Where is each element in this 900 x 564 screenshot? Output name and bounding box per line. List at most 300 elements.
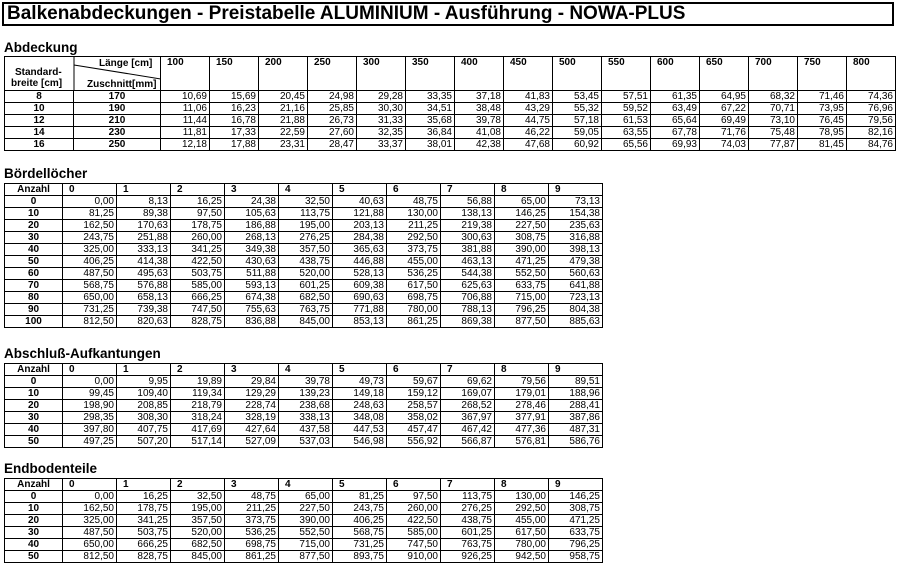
price-cell: 119,34 [171, 388, 225, 400]
anzahl-header: Anzahl [5, 184, 63, 196]
table-row [5, 139, 896, 151]
price-cell: 367,97 [441, 412, 495, 424]
price-cell: 358,02 [387, 412, 441, 424]
price-cell: 698,75 [387, 292, 441, 304]
column-header: 650 [700, 57, 749, 91]
column-header: 9 [549, 184, 603, 196]
price-cell: 556,92 [387, 436, 441, 448]
price-cell: 845,00 [279, 316, 333, 328]
price-cell: 276,25 [441, 503, 495, 515]
section-heading-abdeckung: Abdeckung [4, 40, 78, 55]
price-cell: 763,75 [279, 304, 333, 316]
price-cell: 497,25 [63, 436, 117, 448]
price-cell: 81,45 [798, 139, 847, 151]
price-cell: 77,87 [749, 139, 798, 151]
price-cell: 29,28 [357, 91, 406, 103]
price-cell: 21,16 [259, 103, 308, 115]
price-cell: 186,88 [225, 220, 279, 232]
table-row [5, 388, 603, 400]
table-row [5, 268, 603, 280]
price-cell: 447,53 [333, 424, 387, 436]
column-header: 8 [495, 479, 549, 491]
price-cell: 861,25 [387, 316, 441, 328]
price-cell: 328,19 [225, 412, 279, 424]
row-label-zuschnitt: 250 [74, 139, 161, 151]
table-row [5, 491, 603, 503]
row-label-zuschnitt: 170 [74, 91, 161, 103]
row-label: 40 [5, 424, 63, 436]
price-cell: 258,57 [387, 400, 441, 412]
price-cell: 36,84 [406, 127, 455, 139]
price-cell: 365,63 [333, 244, 387, 256]
price-cell: 885,63 [549, 316, 603, 328]
price-cell: 238,68 [279, 400, 333, 412]
price-cell: 625,63 [441, 280, 495, 292]
column-header: 200 [259, 57, 308, 91]
price-cell: 169,07 [441, 388, 495, 400]
price-cell: 15,69 [210, 91, 259, 103]
price-cell: 796,25 [549, 539, 603, 551]
price-cell: 780,00 [387, 304, 441, 316]
column-header: 750 [798, 57, 847, 91]
price-cell: 552,50 [495, 268, 549, 280]
table-row [5, 127, 896, 139]
price-cell: 812,50 [63, 316, 117, 328]
price-cell: 11,06 [161, 103, 210, 115]
price-cell: 487,31 [549, 424, 603, 436]
price-cell: 26,73 [308, 115, 357, 127]
price-cell: 63,49 [651, 103, 700, 115]
zuschnitt-label: Zuschnitt[mm] [87, 79, 157, 90]
price-cell: 25,85 [308, 103, 357, 115]
table-row [5, 280, 603, 292]
price-cell: 195,00 [279, 220, 333, 232]
column-header: 500 [553, 57, 602, 91]
column-header: 700 [749, 57, 798, 91]
price-cell: 568,75 [333, 527, 387, 539]
price-cell: 38,01 [406, 139, 455, 151]
column-header: 6 [387, 479, 441, 491]
price-cell: 430,63 [225, 256, 279, 268]
boerdelloecher-price-table [4, 183, 603, 328]
price-cell: 788,13 [441, 304, 495, 316]
row-label: 10 [5, 388, 63, 400]
column-header: 1 [117, 364, 171, 376]
row-label: 30 [5, 412, 63, 424]
price-cell: 341,25 [171, 244, 225, 256]
price-cell: 398,13 [549, 244, 603, 256]
price-cell: 609,38 [333, 280, 387, 292]
price-cell: 527,09 [225, 436, 279, 448]
price-cell: 53,45 [553, 91, 602, 103]
price-cell: 129,29 [225, 388, 279, 400]
price-cell: 47,68 [504, 139, 553, 151]
price-cell: 170,63 [117, 220, 171, 232]
price-cell: 59,52 [602, 103, 651, 115]
table-row [5, 91, 896, 103]
column-header: 3 [225, 364, 279, 376]
price-cell: 771,88 [333, 304, 387, 316]
row-label: 0 [5, 491, 63, 503]
price-cell: 511,88 [225, 268, 279, 280]
price-cell: 130,00 [495, 491, 549, 503]
price-cell: 471,25 [495, 256, 549, 268]
price-cell: 560,63 [549, 268, 603, 280]
price-cell: 227,50 [495, 220, 549, 232]
price-cell: 113,75 [441, 491, 495, 503]
price-cell: 55,32 [553, 103, 602, 115]
table-row [5, 551, 603, 563]
row-label: 0 [5, 196, 63, 208]
price-cell: 373,75 [387, 244, 441, 256]
price-cell: 12,18 [161, 139, 210, 151]
price-cell: 39,78 [455, 115, 504, 127]
price-cell: 11,44 [161, 115, 210, 127]
row-label: 40 [5, 244, 63, 256]
table-row [5, 196, 603, 208]
price-cell: 138,13 [441, 208, 495, 220]
price-cell: 308,75 [495, 232, 549, 244]
price-cell: 666,25 [171, 292, 225, 304]
price-cell: 0,00 [63, 196, 117, 208]
table-row [5, 316, 603, 328]
price-cell: 68,32 [749, 91, 798, 103]
price-cell: 397,80 [63, 424, 117, 436]
column-header: 7 [441, 184, 495, 196]
price-cell: 325,00 [63, 244, 117, 256]
price-cell: 71,46 [798, 91, 847, 103]
column-header: 800 [847, 57, 896, 91]
price-cell: 65,56 [602, 139, 651, 151]
row-label: 20 [5, 400, 63, 412]
price-cell: 57,18 [553, 115, 602, 127]
row-label: 40 [5, 539, 63, 551]
table-header-row [5, 184, 603, 196]
table-row [5, 400, 603, 412]
price-cell: 65,64 [651, 115, 700, 127]
price-cell: 357,50 [279, 244, 333, 256]
price-cell: 910,00 [387, 551, 441, 563]
price-cell: 348,08 [333, 412, 387, 424]
price-cell: 139,23 [279, 388, 333, 400]
column-header: 550 [602, 57, 651, 91]
price-cell: 74,03 [700, 139, 749, 151]
price-cell: 308,30 [117, 412, 171, 424]
price-cell: 16,25 [171, 196, 225, 208]
price-cell: 942,50 [495, 551, 549, 563]
price-cell: 546,98 [333, 436, 387, 448]
price-cell: 260,00 [387, 503, 441, 515]
price-cell: 60,92 [553, 139, 602, 151]
price-cell: 690,63 [333, 292, 387, 304]
price-cell: 288,41 [549, 400, 603, 412]
price-cell: 427,64 [225, 424, 279, 436]
price-cell: 390,00 [279, 515, 333, 527]
price-cell: 211,25 [225, 503, 279, 515]
price-cell: 73,10 [749, 115, 798, 127]
price-cell: 218,79 [171, 400, 225, 412]
price-cell: 406,25 [333, 515, 387, 527]
table-header-row [5, 479, 603, 491]
row-label-zuschnitt: 230 [74, 127, 161, 139]
section-heading-endbodenteile: Endbodenteile [4, 461, 98, 476]
price-cell: 61,53 [602, 115, 651, 127]
price-cell: 422,50 [387, 515, 441, 527]
column-header: 1 [117, 479, 171, 491]
price-cell: 109,40 [117, 388, 171, 400]
price-cell: 438,75 [279, 256, 333, 268]
price-cell: 27,60 [308, 127, 357, 139]
column-header: 150 [210, 57, 259, 91]
column-header: 0 [63, 364, 117, 376]
price-cell: 39,78 [279, 376, 333, 388]
price-cell: 373,75 [225, 515, 279, 527]
standard-label-line1: Standard- [15, 67, 62, 78]
price-cell: 455,00 [495, 515, 549, 527]
price-cell: 869,38 [441, 316, 495, 328]
price-cell: 20,45 [259, 91, 308, 103]
price-cell: 471,25 [549, 515, 603, 527]
row-label: 60 [5, 268, 63, 280]
price-cell: 536,25 [225, 527, 279, 539]
price-cell: 243,75 [333, 503, 387, 515]
row-label: 100 [5, 316, 63, 328]
price-cell: 520,00 [171, 527, 225, 539]
price-cell: 487,50 [63, 268, 117, 280]
price-cell: 0,00 [63, 376, 117, 388]
price-cell: 43,29 [504, 103, 553, 115]
price-cell: 341,25 [117, 515, 171, 527]
price-cell: 8,13 [117, 196, 171, 208]
price-cell: 49,73 [333, 376, 387, 388]
table-row [5, 539, 603, 551]
price-cell: 21,88 [259, 115, 308, 127]
price-cell: 633,75 [549, 527, 603, 539]
price-cell: 198,90 [63, 400, 117, 412]
price-cell: 682,50 [279, 292, 333, 304]
price-cell: 24,98 [308, 91, 357, 103]
price-cell: 105,63 [225, 208, 279, 220]
price-cell: 219,38 [441, 220, 495, 232]
price-cell: 349,38 [225, 244, 279, 256]
price-cell: 89,38 [117, 208, 171, 220]
price-cell: 853,13 [333, 316, 387, 328]
table-row [5, 208, 603, 220]
price-cell: 33,37 [357, 139, 406, 151]
table-row [5, 412, 603, 424]
price-cell: 59,05 [553, 127, 602, 139]
price-cell: 0,00 [63, 491, 117, 503]
price-cell: 333,13 [117, 244, 171, 256]
table-row [5, 103, 896, 115]
price-cell: 926,25 [441, 551, 495, 563]
price-cell: 731,25 [63, 304, 117, 316]
column-header: 0 [63, 479, 117, 491]
price-cell: 71,76 [700, 127, 749, 139]
price-cell: 755,63 [225, 304, 279, 316]
price-cell: 650,00 [63, 292, 117, 304]
price-cell: 586,76 [549, 436, 603, 448]
price-cell: 438,75 [441, 515, 495, 527]
price-cell: 666,25 [117, 539, 171, 551]
price-cell: 56,88 [441, 196, 495, 208]
table-row [5, 256, 603, 268]
price-cell: 820,63 [117, 316, 171, 328]
row-label: 30 [5, 527, 63, 539]
column-header: 4 [279, 364, 333, 376]
price-cell: 828,75 [117, 551, 171, 563]
price-cell: 99,45 [63, 388, 117, 400]
price-cell: 208,85 [117, 400, 171, 412]
price-cell: 235,63 [549, 220, 603, 232]
row-label: 20 [5, 220, 63, 232]
price-cell: 463,13 [441, 256, 495, 268]
row-label: 50 [5, 551, 63, 563]
price-cell: 338,13 [279, 412, 333, 424]
price-cell: 650,00 [63, 539, 117, 551]
price-cell: 318,24 [171, 412, 225, 424]
price-cell: 69,62 [441, 376, 495, 388]
price-cell: 19,89 [171, 376, 225, 388]
corner-header [5, 57, 161, 91]
price-cell: 422,50 [171, 256, 225, 268]
price-cell: 520,00 [279, 268, 333, 280]
row-label: 80 [5, 292, 63, 304]
price-cell: 536,25 [387, 268, 441, 280]
price-cell: 37,18 [455, 91, 504, 103]
price-cell: 63,55 [602, 127, 651, 139]
price-cell: 877,50 [495, 316, 549, 328]
price-cell: 30,30 [357, 103, 406, 115]
row-label: 10 [5, 208, 63, 220]
column-header: 5 [333, 364, 387, 376]
column-header: 7 [441, 364, 495, 376]
price-cell: 44,75 [504, 115, 553, 127]
price-cell: 159,12 [387, 388, 441, 400]
price-cell: 576,88 [117, 280, 171, 292]
price-cell: 79,56 [847, 115, 896, 127]
price-cell: 828,75 [171, 316, 225, 328]
price-cell: 417,69 [171, 424, 225, 436]
row-label-breite: 10 [5, 103, 74, 115]
price-cell: 9,95 [117, 376, 171, 388]
price-cell: 35,68 [406, 115, 455, 127]
row-label-zuschnitt: 210 [74, 115, 161, 127]
price-cell: 861,25 [225, 551, 279, 563]
price-cell: 79,56 [495, 376, 549, 388]
price-cell: 576,81 [495, 436, 549, 448]
column-header: 600 [651, 57, 700, 91]
price-cell: 316,88 [549, 232, 603, 244]
price-cell: 17,33 [210, 127, 259, 139]
price-cell: 503,75 [171, 268, 225, 280]
column-header: 5 [333, 479, 387, 491]
column-header: 7 [441, 479, 495, 491]
price-cell: 48,75 [387, 196, 441, 208]
price-cell: 552,50 [279, 527, 333, 539]
price-cell: 32,35 [357, 127, 406, 139]
price-cell: 32,50 [279, 196, 333, 208]
price-cell: 81,25 [63, 208, 117, 220]
column-header: 6 [387, 184, 441, 196]
section-heading-boerdelloecher: Bördellöcher [4, 166, 88, 181]
page-title: Balkenabdeckungen - Preistabelle ALUMINIUM - Ausführung - NOWA-PLUS [2, 2, 894, 26]
price-cell: 162,50 [63, 503, 117, 515]
column-header: 300 [357, 57, 406, 91]
price-cell: 300,63 [441, 232, 495, 244]
price-cell: 617,50 [387, 280, 441, 292]
price-cell: 42,38 [455, 139, 504, 151]
column-header: 9 [549, 364, 603, 376]
column-header: 250 [308, 57, 357, 91]
row-label: 70 [5, 280, 63, 292]
price-cell: 69,49 [700, 115, 749, 127]
row-label: 50 [5, 256, 63, 268]
price-cell: 78,95 [798, 127, 847, 139]
table-header-row [5, 364, 603, 376]
price-cell: 243,75 [63, 232, 117, 244]
row-label-zuschnitt: 190 [74, 103, 161, 115]
price-cell: 28,47 [308, 139, 357, 151]
price-cell: 46,22 [504, 127, 553, 139]
price-cell: 40,63 [333, 196, 387, 208]
price-cell: 16,25 [117, 491, 171, 503]
price-cell: 278,46 [495, 400, 549, 412]
column-header: 400 [455, 57, 504, 91]
anzahl-header: Anzahl [5, 479, 63, 491]
price-cell: 59,67 [387, 376, 441, 388]
price-cell: 495,63 [117, 268, 171, 280]
price-cell: 585,00 [171, 280, 225, 292]
column-header: 6 [387, 364, 441, 376]
price-cell: 41,83 [504, 91, 553, 103]
price-cell: 38,48 [455, 103, 504, 115]
price-cell: 276,25 [279, 232, 333, 244]
price-cell: 390,00 [495, 244, 549, 256]
price-cell: 57,51 [602, 91, 651, 103]
price-cell: 414,38 [117, 256, 171, 268]
table-row [5, 527, 603, 539]
column-header: 100 [161, 57, 210, 91]
price-cell: 601,25 [441, 527, 495, 539]
price-cell: 298,35 [63, 412, 117, 424]
price-cell: 477,36 [495, 424, 549, 436]
price-cell: 149,18 [333, 388, 387, 400]
price-cell: 65,00 [495, 196, 549, 208]
price-cell: 706,88 [441, 292, 495, 304]
price-cell: 146,25 [549, 491, 603, 503]
row-label-breite: 14 [5, 127, 74, 139]
table-row [5, 244, 603, 256]
price-cell: 84,76 [847, 139, 896, 151]
anzahl-header: Anzahl [5, 364, 63, 376]
price-cell: 48,75 [225, 491, 279, 503]
price-cell: 70,71 [749, 103, 798, 115]
price-cell: 64,95 [700, 91, 749, 103]
price-cell: 528,13 [333, 268, 387, 280]
price-cell: 715,00 [495, 292, 549, 304]
price-cell: 17,88 [210, 139, 259, 151]
price-cell: 406,25 [63, 256, 117, 268]
price-cell: 836,88 [225, 316, 279, 328]
column-header: 450 [504, 57, 553, 91]
price-cell: 113,75 [279, 208, 333, 220]
price-cell: 437,58 [279, 424, 333, 436]
column-header: 3 [225, 184, 279, 196]
price-cell: 228,74 [225, 400, 279, 412]
standard-label-line2: breite [cm] [11, 78, 63, 89]
price-cell: 487,50 [63, 527, 117, 539]
